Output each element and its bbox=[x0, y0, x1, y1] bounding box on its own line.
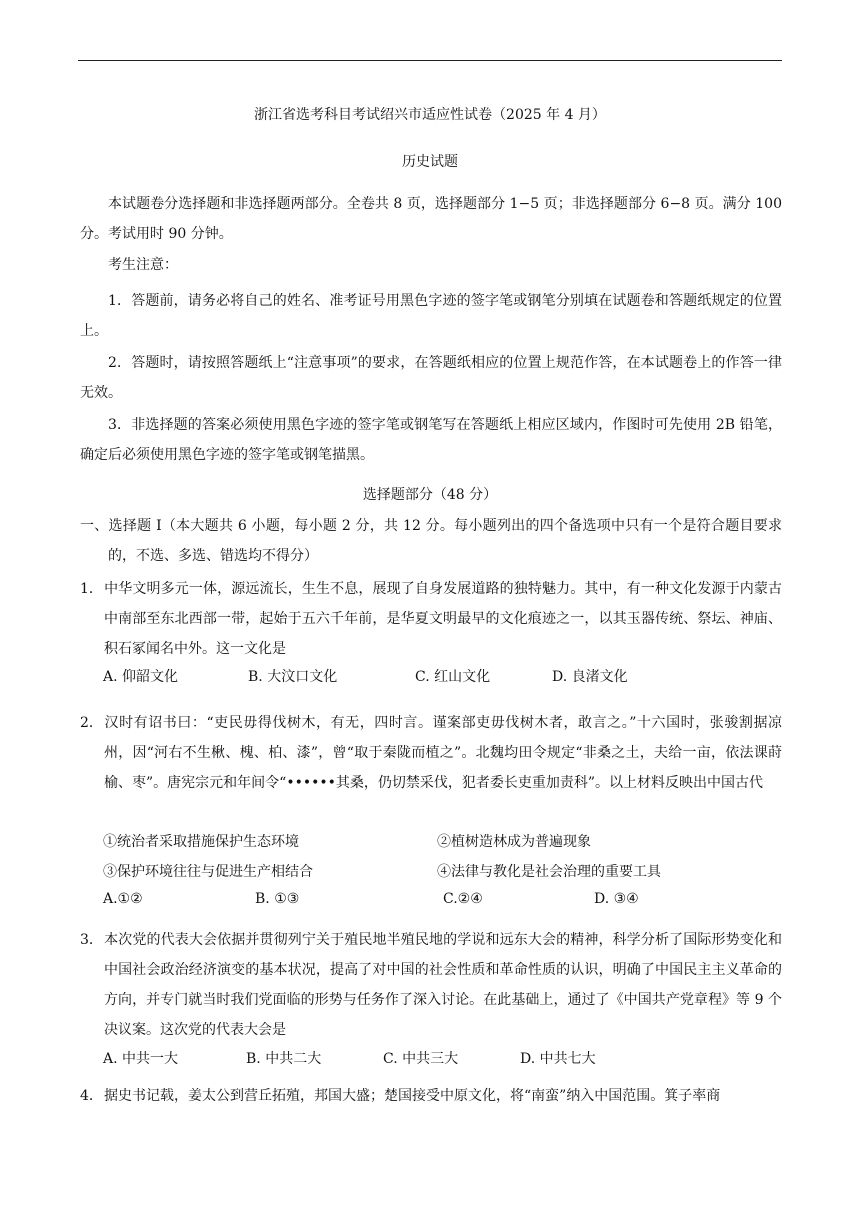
q2-option-b[interactable]: B. ①③ bbox=[255, 891, 300, 907]
intro-paragraph: 本试题卷分选择题和非选择题两部分。全卷共 8 页，选择题部分 1−5 页；非选择题部分 6−8 页。满分 100 分。考试用时 90 分钟。 bbox=[80, 196, 782, 242]
q3-option-a[interactable]: A. 中共一大 bbox=[103, 1051, 179, 1067]
part-heading bbox=[80, 511, 782, 571]
q1-option-d[interactable]: D. 良渚文化 bbox=[552, 669, 628, 685]
section-title: 选择题部分（48 分） bbox=[362, 487, 498, 503]
question-1 bbox=[80, 574, 782, 664]
question-stem: 中华文明多元一体，源远流长，生生不息，展现了自身发展道路的独特魅力。其中，有一种文化发源于内蒙古中南部至东北西部一带，起始于五六千年前，是华夏文明最早的文化痕迹之一，以其玉器传统、祭坛、神庙、积石冢闻名中外。这一文化是 bbox=[104, 581, 782, 657]
question-number: 2． bbox=[80, 715, 103, 731]
part-number: 一、 bbox=[80, 518, 109, 534]
q2-statement-4: ④法律与教化是社会治理的重要工具 bbox=[437, 864, 661, 880]
top-rule bbox=[78, 60, 782, 61]
question-stem: 据史书记载，姜太公到营丘拓殖，邦国大盛；楚国接受中原文化，将“南蛮”纳入中国范围。箕子率商 bbox=[104, 1088, 721, 1104]
notice-heading: 考生注意： bbox=[108, 257, 178, 273]
question-stem: 汉时有诏书曰：“吏民毋得伐树木，有无，四时言。谨案部吏毋伐树木者，敢言之。”十六国时，张骏割据凉州，因“河右不生楸、槐、柏、漆”，曾“取于秦陇而植之”。北魏均田令规定“非桑之土，夫给一亩，依法课莳榆、枣”。唐宪宗元和年间令“••••••其桑，仍切禁采伐，犯者委长吏重加责科”。以上材料反映出中国古代 bbox=[104, 715, 782, 791]
question-number: 3． bbox=[80, 932, 103, 948]
exam-title: 浙江省选考科目考试绍兴市适应性试卷（2025 年 4 月） bbox=[254, 107, 606, 123]
question-4 bbox=[80, 1081, 782, 1111]
q3-option-b[interactable]: B. 中共二大 bbox=[246, 1051, 322, 1067]
notice-2: 2．答题时，请按照答题纸上“注意事项”的要求，在答题纸相应的位置上规范作答，在本试题卷上的作答一律无效。 bbox=[80, 355, 782, 401]
q2-option-d[interactable]: D. ③④ bbox=[594, 891, 639, 907]
q2-statement-3: ③保护环境往往与促进生产相结合 bbox=[103, 864, 313, 880]
q1-option-b[interactable]: B. 大汶口文化 bbox=[248, 669, 338, 685]
notice-3: 3．非选择题的答案必须使用黑色字迹的签字笔或钢笔写在答题纸上相应区域内，作图时可先使用 2B 铅笔，确定后必须使用黑色字迹的签字笔或钢笔描黑。 bbox=[80, 417, 782, 463]
question-number: 4． bbox=[80, 1088, 103, 1104]
subject-title: 历史试题 bbox=[402, 154, 458, 170]
q2-statement-2: ②植树造林成为普遍现象 bbox=[437, 834, 591, 850]
question-number: 1． bbox=[80, 581, 103, 597]
question-2 bbox=[80, 708, 782, 798]
q3-option-d[interactable]: D. 中共七大 bbox=[520, 1051, 596, 1067]
question-3 bbox=[80, 925, 782, 1045]
notice-1: 1．答题前，请务必将自己的姓名、准考证号用黑色字迹的签字笔或钢笔分别填在试题卷和答题纸规定的位置上。 bbox=[80, 293, 782, 339]
part-text: 选择题 I（本大题共 6 小题，每小题 2 分，共 12 分。每小题列出的四个备选项中只有一个是符合题目要求的，不选、多选、错选均不得分） bbox=[108, 518, 783, 564]
q2-statement-1: ①统治者采取措施保护生态环境 bbox=[103, 834, 299, 850]
q2-option-a[interactable]: A.①② bbox=[103, 891, 143, 907]
q3-option-c[interactable]: C. 中共三大 bbox=[383, 1051, 459, 1067]
q1-option-c[interactable]: C. 红山文化 bbox=[415, 669, 491, 685]
q1-option-a[interactable]: A. 仰韶文化 bbox=[103, 669, 179, 685]
q2-option-c[interactable]: C.②④ bbox=[443, 891, 483, 907]
question-stem: 本次党的代表大会依据并贯彻列宁关于殖民地半殖民地的学说和远东大会的精神，科学分析了国际形势变化和中国社会政治经济演变的基本状况，提高了对中国的社会性质和革命性质的认识，明确了中国民主主义革命的方向，并专门就当时我们党面临的形势与任务作了深入讨论。在此基础上，通过了《中国共产党章程》等 9 个决议案。这次党的代表大会是 bbox=[104, 932, 782, 1038]
